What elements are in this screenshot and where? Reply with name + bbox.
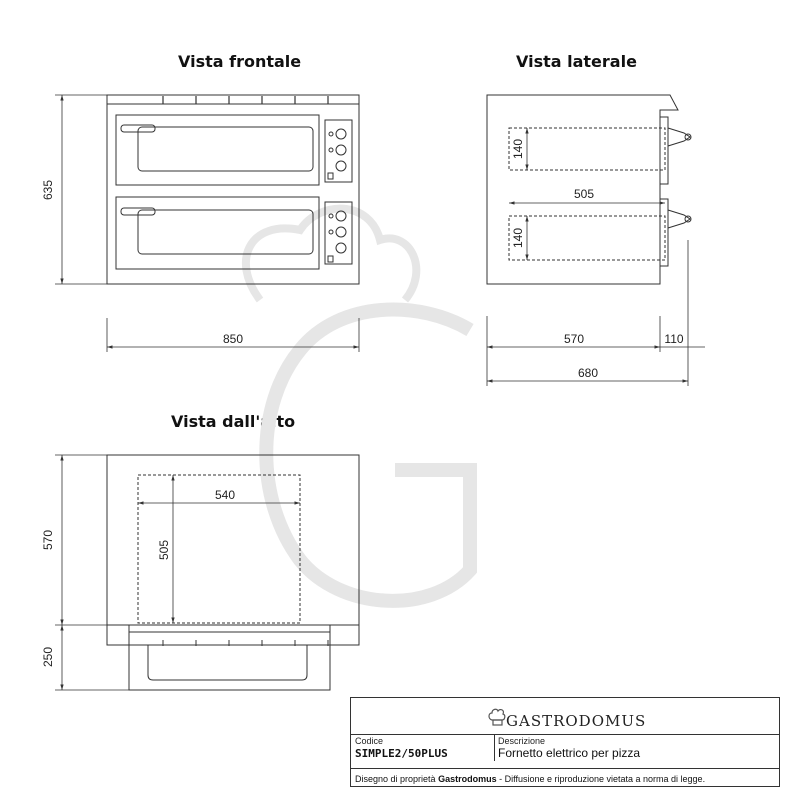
top-chamber-depth-dim: 505 xyxy=(157,539,171,561)
upper-door-profile xyxy=(660,117,668,184)
upper-oven-window xyxy=(138,127,313,171)
description-label: Descrizione xyxy=(498,736,546,746)
top-front-band xyxy=(107,625,359,645)
footer-brand: Gastrodomus xyxy=(438,774,497,784)
side-view-title: Vista laterale xyxy=(516,52,637,71)
front-width-dim: 850 xyxy=(222,332,244,346)
top-handle-bar xyxy=(148,645,307,680)
upper-indicator-1 xyxy=(329,132,333,136)
upper-chamber-dashed xyxy=(509,128,665,170)
top-body-outline xyxy=(107,455,359,625)
footer-suffix: - Diffusione e riproduzione vietata a norma di legge. xyxy=(499,774,706,784)
top-view-title: Vista dall'alto xyxy=(171,412,296,431)
code-value: SIMPLE2/50PLUS xyxy=(355,747,448,760)
footer-prefix: Disegno di proprietà xyxy=(355,774,436,784)
front-body-outline xyxy=(107,95,359,284)
upper-chamber-height-dim: 140 xyxy=(511,138,525,160)
code-description-row xyxy=(351,734,779,761)
watermark-logo xyxy=(246,209,470,601)
top-handle-depth-dim: 250 xyxy=(41,646,55,668)
title-block xyxy=(350,697,780,787)
lower-door-profile xyxy=(660,199,668,266)
lower-indicator-2 xyxy=(329,230,333,234)
side-body-depth-dim: 570 xyxy=(563,332,585,346)
lower-chamber-height-dim: 140 xyxy=(511,227,525,249)
lower-chamber-dashed xyxy=(509,216,665,260)
top-depth-dim: 570 xyxy=(41,529,55,551)
description-value: Fornetto elettrico per pizza xyxy=(498,746,641,760)
code-label: Codice xyxy=(355,736,384,746)
lower-indicator-1 xyxy=(329,214,333,218)
front-height-dim: 635 xyxy=(41,179,55,201)
lower-switch xyxy=(328,256,333,262)
front-vent-marks xyxy=(163,96,328,104)
footer-note xyxy=(355,774,705,784)
top-chamber-width-dim: 540 xyxy=(214,488,236,502)
brand-name: GASTRODOMUS xyxy=(506,712,647,730)
lower-knob-2 xyxy=(336,227,346,237)
brand-area xyxy=(351,698,779,734)
lower-knob-3 xyxy=(336,243,346,253)
upper-handle-profile xyxy=(668,128,690,146)
side-total-depth-dim: 680 xyxy=(577,366,599,380)
lower-handle-profile xyxy=(668,210,690,228)
chef-hat-icon xyxy=(487,706,507,728)
upper-indicator-2 xyxy=(329,148,333,152)
front-view-title: Vista frontale xyxy=(178,52,302,71)
front-view xyxy=(107,95,359,284)
side-chamber-depth-dim: 505 xyxy=(573,187,595,201)
upper-switch xyxy=(328,173,333,179)
upper-knob-2 xyxy=(336,145,346,155)
side-handle-depth-dim: 110 xyxy=(664,332,684,346)
upper-knob-3 xyxy=(336,161,346,171)
upper-knob-1 xyxy=(336,129,346,139)
